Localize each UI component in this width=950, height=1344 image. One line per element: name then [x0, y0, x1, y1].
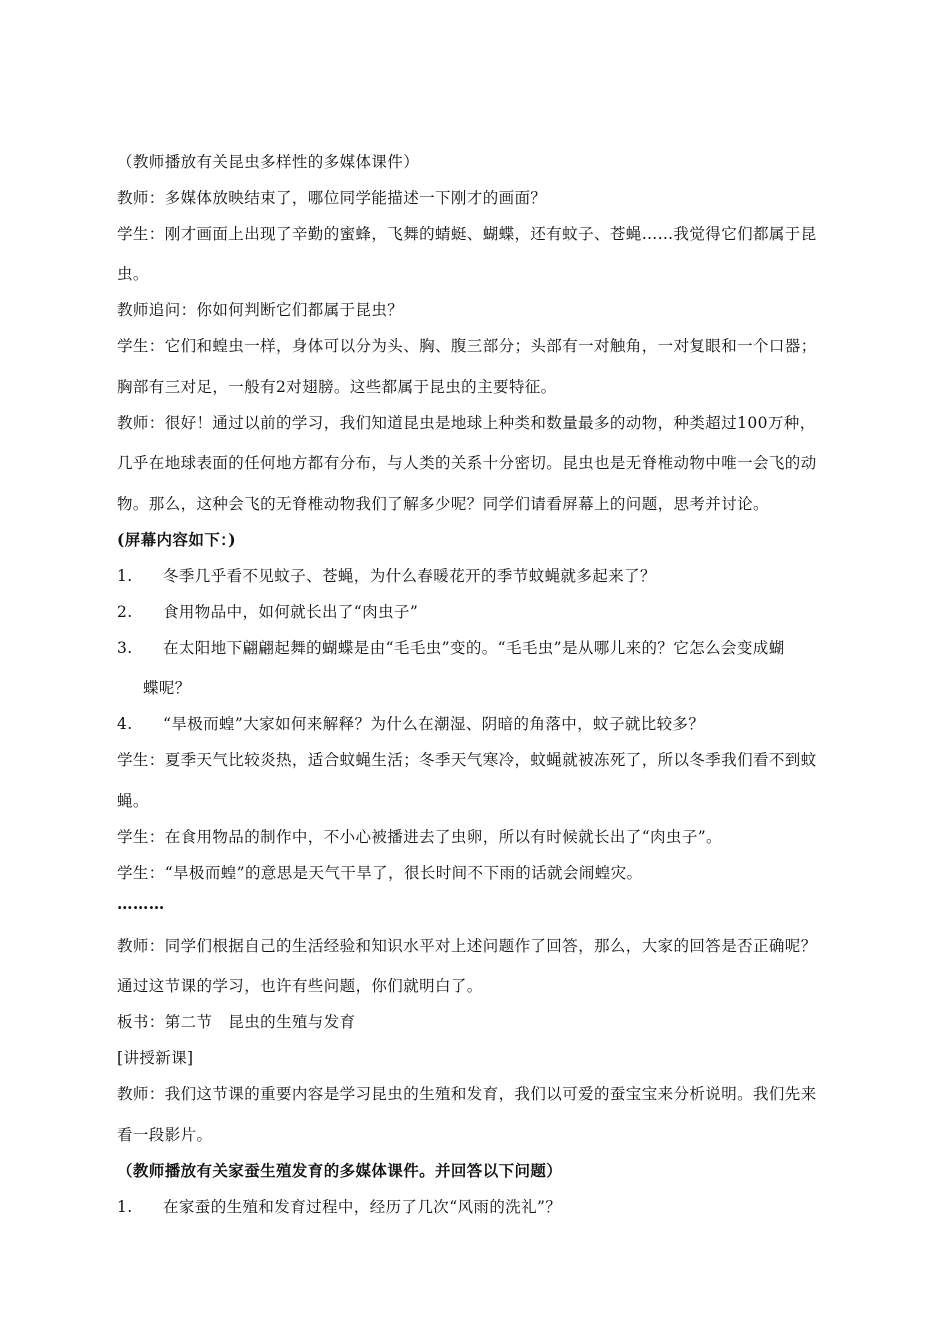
question-number: 1.	[117, 1198, 133, 1216]
screen-content-heading: (屏幕内容如下：)	[117, 530, 237, 549]
question-text: 在家蚕的生殖和发育过程中，经历了几次“风雨的洗礼”？	[163, 1198, 562, 1216]
question-item	[117, 712, 704, 734]
paragraph-line: 通过这节课的学习，也许有些问题，你们就明白了。	[117, 977, 483, 995]
paragraph-line: 蝇。	[117, 792, 149, 810]
board-title: 板书：第二节 昆虫的生殖与发育	[117, 1013, 356, 1031]
instruction-heading: （教师播放有关家蚕生殖发育的多媒体课件。并回答以下问题）	[117, 1161, 563, 1180]
paragraph-line: 学生：在食用物品的制作中，不小心被播进去了虫卵，所以有时候就长出了“肉虫子”。	[117, 828, 722, 846]
ellipsis-line: ………	[117, 894, 165, 913]
question-text: 食用物品中，如何就长出了“肉虫子”	[163, 603, 419, 621]
question-text: “旱极而蝗”大家如何来解释？为什么在潮湿、阴暗的角落中，蚊子就比较多？	[163, 715, 705, 733]
paragraph-line: 胸部有三对足，一般有2对翅膀。这些都属于昆虫的主要特征。	[117, 378, 557, 396]
question-continuation: 蝶呢？	[143, 679, 191, 697]
paragraph-line: 学生：它们和蝗虫一样，身体可以分为头、胸、腹三部分；头部有一对触角，一对复眼和一个口器；	[117, 337, 817, 355]
paragraph-line: 学生：刚才画面上出现了辛勤的蜜蜂，飞舞的蜻蜓、蝴蝶，还有蚊子、苍蝇……我觉得它们都属于昆	[117, 225, 817, 243]
question-item	[117, 1195, 561, 1217]
paragraph-line: 虫。	[117, 265, 149, 283]
paragraph-line: 教师：我们这节课的重要内容是学习昆虫的生殖和发育，我们以可爱的蚕宝宝来分析说明。我们先来	[117, 1085, 817, 1103]
paragraph-line: 学生：“旱极而蝗”的意思是天气干旱了，很长时间不下雨的话就会闹蝗灾。	[117, 864, 643, 882]
question-item	[117, 636, 785, 658]
paragraph-line: 物。那么，这种会飞的无脊椎动物我们了解多少呢？同学们请看屏幕上的问题，思考并讨论。	[117, 495, 769, 513]
paragraph-line: 教师：多媒体放映结束了，哪位同学能描述一下刚才的画面？	[117, 189, 547, 207]
question-item	[117, 564, 656, 586]
paragraph-line: 几乎在地球表面的任何地方都有分布，与人类的关系十分密切。昆虫也是无脊椎动物中唯一会飞的动	[117, 454, 817, 472]
question-number: 2.	[117, 603, 133, 621]
paragraph-line: 看一段影片。	[117, 1126, 213, 1144]
paragraph-line: 学生：夏季天气比较炎热，适合蚊蝇生活；冬季天气寒冷，蚊蝇就被冻死了，所以冬季我们看不到蚊	[117, 751, 817, 769]
paragraph-line: 教师：同学们根据自己的生活经验和知识水平对上述问题作了回答，那么，大家的回答是否正确呢？	[117, 937, 817, 955]
question-number: 3.	[117, 639, 133, 657]
question-number: 4.	[117, 715, 133, 733]
question-text: 冬季几乎看不见蚊子、苍蝇，为什么春暖花开的季节蚊蝇就多起来了？	[163, 567, 656, 585]
paragraph-line: 教师：很好！通过以前的学习，我们知道昆虫是地球上种类和数量最多的动物，种类超过100万种，	[117, 414, 816, 432]
paragraph-line: 教师追问：你如何判断它们都属于昆虫？	[117, 301, 404, 319]
paragraph-line: （教师播放有关昆虫多样性的多媒体课件）	[117, 153, 420, 171]
question-number: 1.	[117, 567, 133, 585]
question-item	[117, 600, 418, 622]
question-text: 在太阳地下翩翩起舞的蝴蝶是由“毛毛虫”变的。“毛毛虫”是从哪儿来的？它怎么会变成蝴	[163, 639, 785, 657]
section-label: [讲授新课]	[117, 1049, 194, 1067]
